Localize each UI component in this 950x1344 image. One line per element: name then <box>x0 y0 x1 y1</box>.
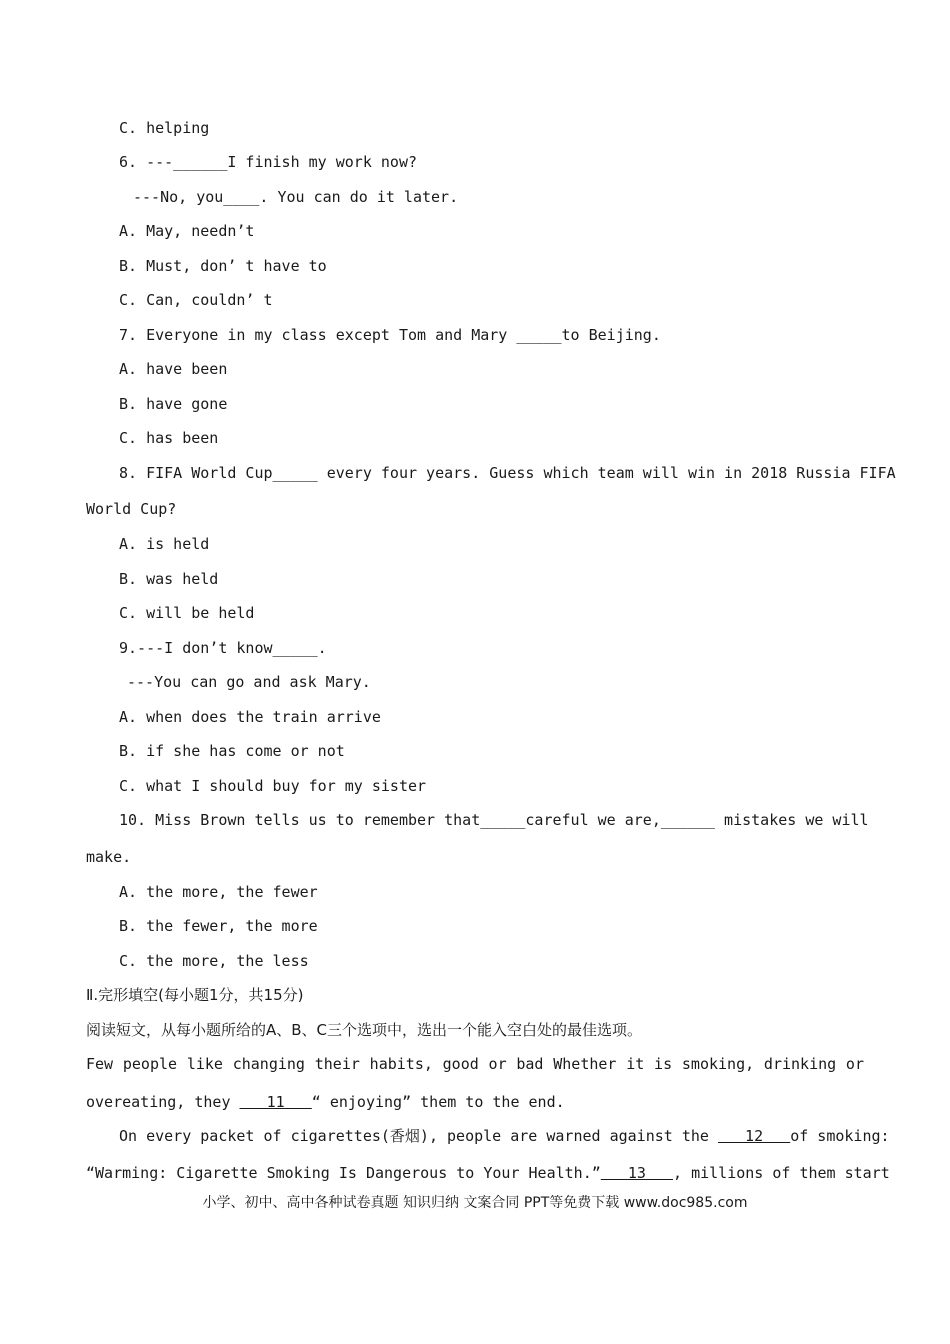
passage-line-2 <box>86 1092 565 1112</box>
passage-line-1: Few people like changing their habits, good or bad Whether it is smoking, drinking or <box>86 1055 864 1073</box>
passage-text: of smoking: <box>790 1127 890 1145</box>
q6-option-b: B. Must, don’ t have to <box>119 257 327 275</box>
q7-stem: 7. Everyone in my class except Tom and Mary _____to Beijing. <box>119 326 661 344</box>
q5-option-c: C. helping <box>119 119 210 137</box>
q9-stem: 9.---I don’t know_____. <box>119 639 327 657</box>
q10-option-c: C. the more, the less <box>119 952 309 970</box>
section-heading: Ⅱ.完形填空(每小题1分，共15分) <box>86 986 304 1004</box>
section-instruction: 阅读短文，从每小题所给的A、B、C三个选项中，选出一个能入空白处的最佳选项。 <box>86 1021 643 1039</box>
blank-11: 11 <box>239 1093 312 1111</box>
q10-stem-continued: make. <box>86 848 132 866</box>
q9-reply: ---You can go and ask Mary. <box>127 673 371 691</box>
q10-stem: 10. Miss Brown tells us to remember that_____careful we are,______ mistakes we will <box>119 811 869 829</box>
q6-stem: 6. ---______I finish my work now? <box>119 153 418 171</box>
q9-option-a: A. when does the train arrive <box>119 708 381 726</box>
passage-text: overeating, they <box>86 1093 240 1111</box>
passage-text: “ enjoying” them to the end. <box>311 1093 565 1111</box>
q10-option-a: A. the more, the fewer <box>119 883 318 901</box>
q8-option-a: A. is held <box>119 535 210 553</box>
passage-text: On every packet of cigarettes(香烟), people are warned against the <box>119 1127 718 1145</box>
q10-option-b: B. the fewer, the more <box>119 917 318 935</box>
page-footer: 小学、初中、高中各种试卷真题 知识归纳 文案合同 PPT等免费下载 www.doc985.com <box>202 1195 748 1211</box>
q8-option-c: C. will be held <box>119 604 255 622</box>
q7-option-c: C. has been <box>119 429 219 447</box>
q9-option-c: C. what I should buy for my sister <box>119 777 427 795</box>
q7-option-b: B. have gone <box>119 395 228 413</box>
passage-text: “Warming: Cigarette Smoking Is Dangerous to Your Health.” <box>86 1164 601 1182</box>
q8-stem-continued: World Cup? <box>86 500 177 518</box>
q8-stem: 8. FIFA World Cup_____ every four years. Guess which team will win in 2018 Russia FIFA <box>119 464 896 482</box>
blank-12: 12 <box>717 1127 791 1145</box>
q6-reply: ---No, you____. You can do it later. <box>133 188 459 206</box>
passage-line-4 <box>86 1163 890 1183</box>
blank-13: 13 <box>600 1164 674 1182</box>
q6-option-a: A. May, needn’t <box>119 222 255 240</box>
q6-option-c: C. Can, couldn’ t <box>119 291 273 309</box>
passage-line-3 <box>119 1126 890 1146</box>
q7-option-a: A. have been <box>119 360 228 378</box>
q8-option-b: B. was held <box>119 570 219 588</box>
q9-option-b: B. if she has come or not <box>119 742 345 760</box>
passage-text: , millions of them start <box>673 1164 890 1182</box>
